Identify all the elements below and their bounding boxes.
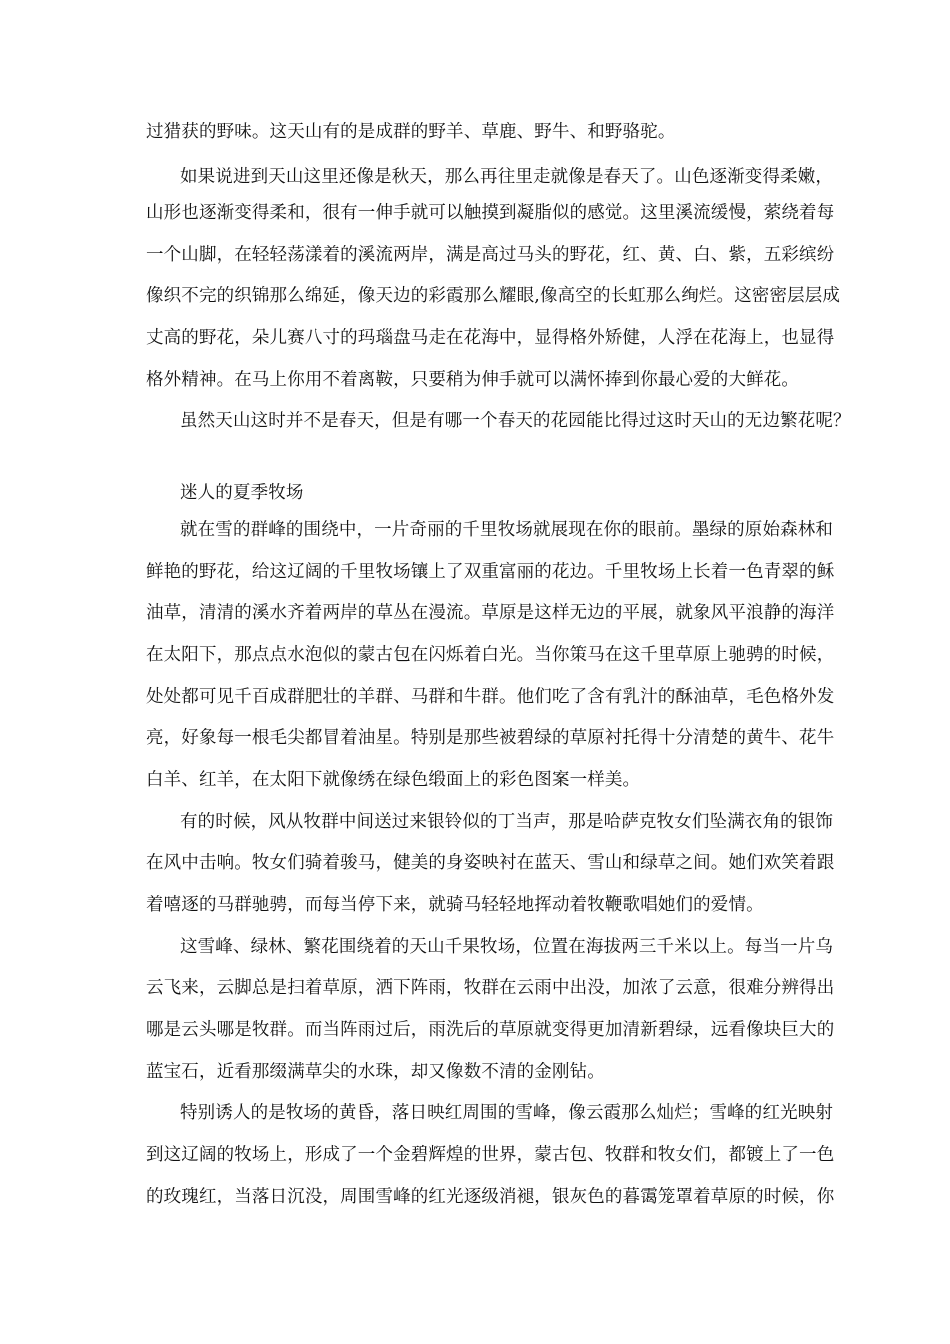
text-line: 白羊、红羊，在太阳下就像绣在绿色缎面上的彩色图案一样美。	[146, 770, 641, 790]
text-line: 油草，清清的溪水齐着两岸的草丛在漫流。草原是这样无边的平展，就象风平浪静的海洋	[146, 603, 835, 623]
text-line: 哪是云头哪是牧群。而当阵雨过后，雨洗后的草原就变得更加清新碧绿，远看像块巨大的	[146, 1020, 835, 1040]
text-line: 在太阳下，那点点水泡似的蒙古包在闪烁着白光。当你策马在这千里草原上驰骋的时候，	[146, 645, 835, 665]
text-line: 过猎获的野味。这天山有的是成群的野羊、草鹿、野牛、和野骆驼。	[146, 122, 676, 142]
text-line: 如果说进到天山这里还像是秋天，那么再往里走就像是春天了。山色逐渐变得柔嫩，	[180, 167, 834, 187]
text-line: 特别诱人的是牧场的黄昏，落日映红周围的雪峰，像云霞那么灿烂；雪峰的红光映射	[180, 1103, 834, 1123]
text-line: 有的时候，风从牧群中间送过来银铃似的丁当声，那是哈萨克牧女们坠满衣角的银饰	[180, 812, 834, 832]
text-line: 在风中击响。牧女们骑着骏马，健美的身姿映衬在蓝天、雪山和绿草之间。她们欢笑着跟	[146, 853, 835, 873]
text-line: 鲜艳的野花，给这辽阔的千里牧场镶上了双重富丽的花边。千里牧场上长着一色青翠的稣	[146, 562, 835, 582]
text-line: 像织不完的织锦那么绵延，像天边的彩霞那么耀眼,像高空的长虹那么绚烂。这密密层层成	[146, 286, 841, 306]
text-line: 山形也逐渐变得柔和，很有一伸手就可以触摸到凝脂似的感觉。这里溪流缓慢，萦绕着每	[146, 203, 835, 223]
text-line: 蓝宝石，近看那缀满草尖的水珠，却又像数不清的金刚钻。	[146, 1062, 605, 1082]
text-line: 格外精神。在马上你用不着离鞍，只要稍为伸手就可以满怀捧到你最心爱的大鲜花。	[146, 370, 800, 390]
text-line: 着嘻逐的马群驰骋，而每当停下来，就骑马轻轻地挥动着牧鞭歌唱她们的爱情。	[146, 895, 764, 915]
text-line: 亮，好象每一根毛尖都冒着油星。特别是那些被碧绿的草原衬托得十分清楚的黄牛、花牛	[146, 728, 835, 748]
text-line: 到这辽阔的牧场上，形成了一个金碧辉煌的世界，蒙古包、牧群和牧女们，都镀上了一色	[146, 1145, 835, 1165]
text-line: 云飞来，云脚总是扫着草原，洒下阵雨，牧群在云雨中出没，加浓了云意，很难分辨得出	[146, 978, 835, 998]
text-line: 丈高的野花，朵儿赛八寸的玛瑙盘马走在花海中，显得格外矫健，人浮在花海上，也显得	[146, 328, 835, 348]
text-line: 的玫瑰红，当落日沉没，周围雪峰的红光逐级消褪，银灰色的暮霭笼罩着草原的时候，你	[146, 1187, 835, 1207]
text-line: 就在雪的群峰的围绕中，一片奇丽的千里牧场就展现在你的眼前。墨绿的原始森林和	[180, 520, 834, 540]
section-heading: 迷人的夏季牧场	[180, 483, 304, 503]
text-line: 一个山脚，在轻轻荡漾着的溪流两岸，满是高过马头的野花，红、黄、白、紫，五彩缤纷	[146, 245, 835, 265]
text-line: 处处都可见千百成群肥壮的羊群、马群和牛群。他们吃了含有乳汁的酥油草，毛色格外发	[146, 687, 835, 707]
text-line: 这雪峰、绿林、繁花围绕着的天山千果牧场，位置在海拔两三千米以上。每当一片乌	[180, 937, 834, 957]
text-line: 虽然天山这时并不是春天，但是有哪一个春天的花园能比得过这时天山的无边繁花呢？	[180, 411, 851, 431]
